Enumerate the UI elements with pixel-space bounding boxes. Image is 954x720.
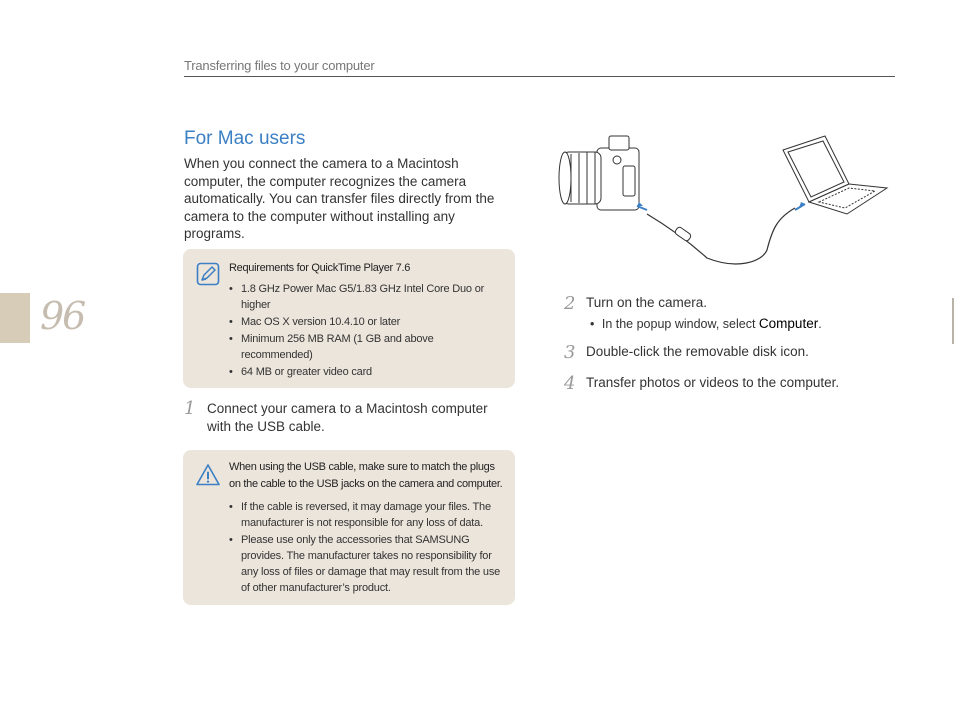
section-title: For Mac users bbox=[184, 128, 306, 149]
warning-icon bbox=[196, 463, 220, 487]
step-number: 2 bbox=[564, 293, 576, 314]
running-header: Transferring files to your computer bbox=[184, 58, 895, 77]
page-tab bbox=[0, 293, 30, 343]
sub-text: In the popup window, select bbox=[601, 317, 759, 331]
step-sub-bullet: • In the popup window, select Computer. bbox=[590, 316, 822, 331]
step-text: Transfer photos or videos to the computer. bbox=[586, 375, 840, 390]
camera-icon bbox=[559, 136, 639, 210]
list-item: • 1.8 GHz Power Mac G5/1.83 GHz Intel Core Duo or higher bbox=[229, 281, 507, 313]
caution-list bbox=[229, 499, 507, 597]
note-pencil-icon bbox=[196, 262, 220, 286]
requirements-list bbox=[229, 281, 507, 381]
list-item: • Minimum 256 MB RAM (1 GB and above recommended) bbox=[229, 331, 507, 363]
computer-option: Computer bbox=[758, 316, 819, 331]
step-number: 1 bbox=[184, 398, 196, 419]
requirements-title: Requirements for QuickTime Player 7.6 bbox=[229, 262, 411, 274]
step-number: 3 bbox=[564, 342, 576, 363]
list-item: • 64 MB or greater video card bbox=[229, 364, 507, 380]
list-item: • If the cable is reversed, it may damage your files. The manufacturer is not responsible for any loss of data. bbox=[229, 499, 507, 531]
step-text: Connect your camera to a Macintosh computer with the USB cable. bbox=[207, 401, 488, 434]
step-text: Double-click the removable disk icon. bbox=[586, 344, 809, 359]
laptop-icon bbox=[783, 136, 887, 214]
list-item: • Please use only the accessories that SAMSUNG provides. The manufacturer takes no responsibility for any loss of files or damage that may result from the use of other manufacturer’s product. bbox=[229, 532, 507, 596]
list-item: • Mac OS X version 10.4.10 or later bbox=[229, 314, 507, 330]
caution-text: When using the USB cable, make sure to match the plugs on the cable to the USB jacks on the camera and computer. bbox=[229, 461, 503, 490]
step-text: Turn on the camera. bbox=[586, 295, 708, 310]
step-number: 4 bbox=[564, 373, 576, 394]
caution-note bbox=[183, 450, 515, 605]
intro-paragraph: When you connect the camera to a Macintosh computer, the computer recognizes the camera automatically. You can transfer files directly from the camera to the computer without installing any programs. bbox=[184, 156, 495, 241]
sub-suffix: . bbox=[818, 317, 822, 331]
requirements-note bbox=[183, 249, 515, 388]
page-number: 96 bbox=[40, 294, 85, 338]
camera-laptop-illustration bbox=[557, 130, 892, 270]
